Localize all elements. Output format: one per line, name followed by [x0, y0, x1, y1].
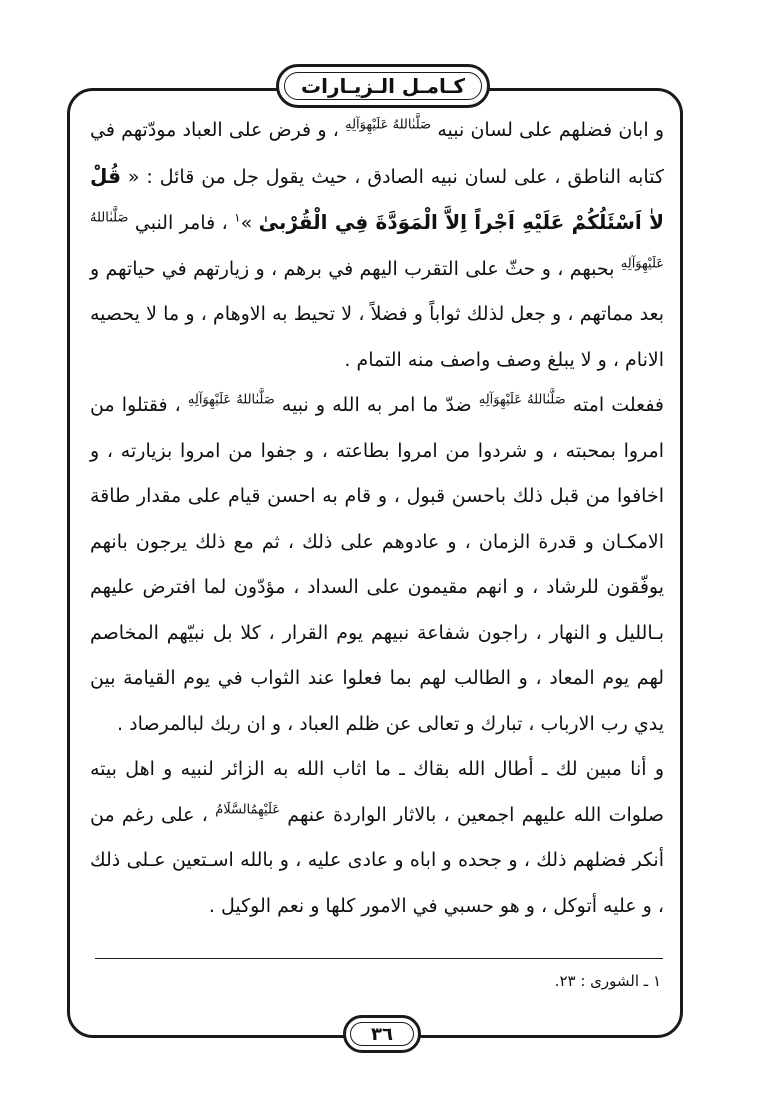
paragraph — [90, 747, 664, 929]
text-run: ، فقتلوا من امروا بمحبته ، و شردوا من امروا بطاعته ، و جفوا من امروا بزيارته ، و اخافوا من قبل ذلك باحسن قبول ، و قام به احسن قيام على مقدار طاقة الامكـان و قدرة الزمان ، و عادوهم على ذلك ، ثم مع ذلك يرجون بانهم يوفّقون للرشاد ، و انهم مقيمون على السداد ، مؤدّون لما افترض عليهم بـالليل و النهار ، راجون شفاعة نبيهم يوم القرار ، كلا بل نبيّهم المخاصم لهم يوم المعاد ، و الطالب لهم بما فعلوا عند الثواب في يوم القيامة بين يدي رب الارباب ، تبارك و تعالى عن ظلم العباد ، و ان ربك لبالمرصاد . — [90, 394, 664, 735]
honorific-symbol: صَلَّىٰاللهُ عَلَيْهِوَآلِهِ — [345, 117, 432, 133]
text-run: » — [240, 212, 259, 234]
text-run: ، و فرض على العباد مودّتهم في كتابه الناطق ، على لسان نبيه الصادق ، حيث يقول جل من قائل : « — [90, 119, 664, 188]
paragraph — [90, 383, 664, 747]
honorific-symbol: عَلَيْهِمُالسَّلَامُ — [215, 802, 281, 818]
honorific-symbol: صَلَّىٰاللهُ عَلَيْهِوَآلِهِ — [90, 210, 664, 272]
text-run: ، فامر النبي — [128, 212, 235, 234]
text-run: ضدّ ما امر به الله و نبيه — [274, 394, 479, 416]
page-number: ٣٦ — [371, 1023, 393, 1045]
page-number-badge — [343, 1015, 421, 1053]
book-title: كـامـل الـزيـارات — [301, 74, 465, 98]
text-run: ففعلت امته — [565, 394, 665, 416]
footnote-marker: ١ — [234, 210, 241, 225]
text-run: و ابان فضلهم على لسان نبيه — [431, 119, 665, 141]
honorific-symbol: صَلَّىٰاللهُ عَلَيْهِوَآلِهِ — [478, 392, 566, 408]
footnote-separator — [95, 958, 663, 959]
honorific-symbol: صَلَّىٰاللهُ عَلَيْهِوَآلِهِ — [187, 392, 275, 408]
text-run: بحبهم ، و حثّ على التقرب اليهم في برهم ، و زيارتهم في حياتهم و بعد مماتهم ، و جعل لذلك ثواباً و فضلاً ، لا تحيط به الاوهام ، و ما لا يحصيه الانام ، و لا يبلغ وصف واصف منه التمام . — [90, 257, 664, 371]
paragraph — [90, 108, 664, 383]
text-run: و أنا مبين لك ـ أطال الله بقاك ـ ما اثاب الله به الزائر لنبيه و اهل بيته صلوات الله عليهم اجمعين ، بالاثار الواردة عنهم — [90, 758, 664, 826]
running-header — [276, 64, 490, 108]
main-text — [90, 108, 664, 929]
text-run: ، على رغم من أنكر فضلهم ذلك ، و جحده و اباه و عادى عليه ، و بالله اسـتعين عـلى ذلك ، و عليه أتوكل ، و هو حسبي في الامور كلها و نعم الوكيل . — [90, 803, 664, 917]
footnote: ١ ـ الشورى : ٢٣. — [554, 972, 661, 990]
quran-verse: قُلْ لاٰ اَسْئَلُكُمْ عَلَيْهِ اَجْراً اِلاَّ الْمَوَدَّةَ فِي الْقُرْبىٰ — [90, 163, 664, 234]
